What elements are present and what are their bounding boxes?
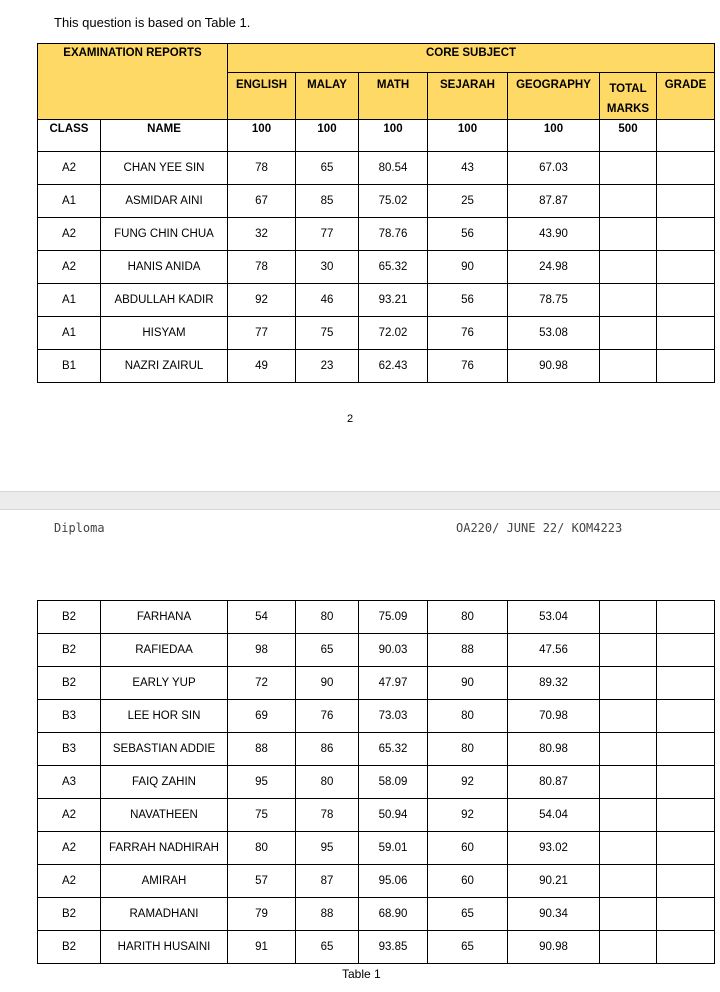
cell-malay: 87 (296, 865, 359, 898)
cell-total-empty (600, 251, 657, 284)
cell-total-empty (600, 931, 657, 964)
cell-geography: 80.87 (508, 766, 600, 799)
cell-name: RAFIEDAA (101, 634, 228, 667)
table-row (38, 832, 715, 865)
cell-geography: 87.87 (508, 185, 600, 218)
cell-geography: 89.32 (508, 667, 600, 700)
cell-grade-empty (657, 251, 715, 284)
cell-name: NAVATHEEN (101, 799, 228, 832)
max-marks-english: 100 (228, 120, 296, 152)
cell-class: A1 (38, 317, 101, 350)
max-marks-sejarah: 100 (428, 120, 508, 152)
cell-class: B2 (38, 667, 101, 700)
cell-class: B2 (38, 634, 101, 667)
cell-math: 93.85 (359, 931, 428, 964)
cell-geography: 90.98 (508, 931, 600, 964)
cell-geography: 90.98 (508, 350, 600, 383)
cell-class: B2 (38, 931, 101, 964)
cell-total-empty (600, 766, 657, 799)
cell-name: LEE HOR SIN (101, 700, 228, 733)
cell-sejarah: 90 (428, 251, 508, 284)
total-marks-header (600, 73, 657, 120)
cell-geography: 70.98 (508, 700, 600, 733)
cell-malay: 30 (296, 251, 359, 284)
cell-name: HISYAM (101, 317, 228, 350)
cell-sejarah: 80 (428, 733, 508, 766)
subject-header-english: ENGLISH (228, 73, 296, 120)
cell-sejarah: 65 (428, 931, 508, 964)
table-row (38, 931, 715, 964)
cell-english: 92 (228, 284, 296, 317)
max-marks-math: 100 (359, 120, 428, 152)
table-row (38, 733, 715, 766)
cell-total-empty (600, 898, 657, 931)
cell-math: 75.02 (359, 185, 428, 218)
cell-class: A1 (38, 185, 101, 218)
cell-english: 77 (228, 317, 296, 350)
cell-total-empty (600, 284, 657, 317)
cell-class: A2 (38, 152, 101, 185)
cell-name: FARHANA (101, 601, 228, 634)
cell-geography: 54.04 (508, 799, 600, 832)
cell-class: B3 (38, 733, 101, 766)
question-intro: This question is based on Table 1. (54, 15, 251, 30)
cell-total-empty (600, 601, 657, 634)
cell-english: 95 (228, 766, 296, 799)
cell-grade-empty (657, 667, 715, 700)
cell-math: 65.32 (359, 733, 428, 766)
cell-geography: 90.21 (508, 865, 600, 898)
cell-math: 72.02 (359, 317, 428, 350)
table-row (38, 284, 715, 317)
cell-name: ABDULLAH KADIR (101, 284, 228, 317)
cell-total-empty (600, 733, 657, 766)
cell-grade-empty (657, 898, 715, 931)
cell-grade-empty (657, 931, 715, 964)
cell-name: ASMIDAR AINI (101, 185, 228, 218)
cell-sejarah: 65 (428, 898, 508, 931)
cell-sejarah: 80 (428, 700, 508, 733)
name-header: NAME (101, 120, 228, 152)
cell-name: FAIQ ZAHIN (101, 766, 228, 799)
exam-report-table-page2 (37, 600, 715, 964)
cell-class: A2 (38, 218, 101, 251)
cell-total-empty (600, 865, 657, 898)
cell-class: B1 (38, 350, 101, 383)
cell-name: HANIS ANIDA (101, 251, 228, 284)
cell-sejarah: 76 (428, 350, 508, 383)
table-row (38, 634, 715, 667)
cell-grade-empty (657, 284, 715, 317)
cell-total-empty (600, 634, 657, 667)
cell-malay: 85 (296, 185, 359, 218)
cell-geography: 43.90 (508, 218, 600, 251)
cell-name: RAMADHANI (101, 898, 228, 931)
cell-grade-empty (657, 350, 715, 383)
cell-geography: 90.34 (508, 898, 600, 931)
table-row (38, 799, 715, 832)
max-marks-malay: 100 (296, 120, 359, 152)
cell-grade-empty (657, 634, 715, 667)
cell-class: A2 (38, 865, 101, 898)
cell-class: A2 (38, 251, 101, 284)
cell-english: 78 (228, 251, 296, 284)
cell-math: 62.43 (359, 350, 428, 383)
cell-sejarah: 56 (428, 284, 508, 317)
cell-english: 69 (228, 700, 296, 733)
cell-name: AMIRAH (101, 865, 228, 898)
table-row (38, 667, 715, 700)
cell-class: B2 (38, 601, 101, 634)
cell-sejarah: 92 (428, 766, 508, 799)
cell-math: 65.32 (359, 251, 428, 284)
cell-name: FUNG CHIN CHUA (101, 218, 228, 251)
cell-grade-empty (657, 832, 715, 865)
cell-math: 58.09 (359, 766, 428, 799)
cell-geography: 80.98 (508, 733, 600, 766)
cell-name: FARRAH NADHIRAH (101, 832, 228, 865)
cell-math: 59.01 (359, 832, 428, 865)
cell-malay: 46 (296, 284, 359, 317)
cell-english: 67 (228, 185, 296, 218)
cell-geography: 53.04 (508, 601, 600, 634)
cell-math: 78.76 (359, 218, 428, 251)
cell-sejarah: 76 (428, 317, 508, 350)
cell-malay: 76 (296, 700, 359, 733)
cell-malay: 95 (296, 832, 359, 865)
cell-grade-empty (657, 766, 715, 799)
cell-malay: 78 (296, 799, 359, 832)
examination-reports-header: EXAMINATION REPORTS (38, 44, 228, 120)
cell-name: HARITH HUSAINI (101, 931, 228, 964)
cell-grade-empty (657, 185, 715, 218)
cell-sejarah: 60 (428, 865, 508, 898)
subject-header-sejarah: SEJARAH (428, 73, 508, 120)
subject-header-malay: MALAY (296, 73, 359, 120)
cell-english: 98 (228, 634, 296, 667)
cell-geography: 24.98 (508, 251, 600, 284)
cell-english: 49 (228, 350, 296, 383)
cell-math: 93.21 (359, 284, 428, 317)
cell-malay: 80 (296, 601, 359, 634)
grade-header: GRADE (657, 73, 715, 120)
cell-math: 95.06 (359, 865, 428, 898)
page-number: 2 (347, 413, 354, 425)
max-marks-geography: 100 (508, 120, 600, 152)
cell-name: NAZRI ZAIRUL (101, 350, 228, 383)
cell-name: EARLY YUP (101, 667, 228, 700)
cell-malay: 90 (296, 667, 359, 700)
cell-geography: 53.08 (508, 317, 600, 350)
cell-geography: 78.75 (508, 284, 600, 317)
cell-grade-empty (657, 152, 715, 185)
table-row (38, 185, 715, 218)
cell-malay: 65 (296, 152, 359, 185)
max-marks-total: 500 (600, 120, 657, 152)
cell-sejarah: 80 (428, 601, 508, 634)
cell-grade-empty (657, 733, 715, 766)
table-row (38, 152, 715, 185)
cell-math: 68.90 (359, 898, 428, 931)
cell-total-empty (600, 317, 657, 350)
cell-math: 73.03 (359, 700, 428, 733)
cell-math: 47.97 (359, 667, 428, 700)
cell-name: CHAN YEE SIN (101, 152, 228, 185)
table-row (38, 898, 715, 931)
cell-malay: 77 (296, 218, 359, 251)
cell-sejarah: 60 (428, 832, 508, 865)
cell-name: SEBASTIAN ADDIE (101, 733, 228, 766)
cell-malay: 65 (296, 931, 359, 964)
cell-sejarah: 25 (428, 185, 508, 218)
cell-class: A3 (38, 766, 101, 799)
cell-total-empty (600, 832, 657, 865)
cell-math: 80.54 (359, 152, 428, 185)
cell-geography: 67.03 (508, 152, 600, 185)
grade-empty-cell (657, 120, 715, 152)
cell-class: B3 (38, 700, 101, 733)
cell-total-empty (600, 799, 657, 832)
cell-grade-empty (657, 865, 715, 898)
cell-total-empty (600, 218, 657, 251)
table-row (38, 251, 715, 284)
cell-geography: 93.02 (508, 832, 600, 865)
cell-class: A1 (38, 284, 101, 317)
cell-english: 79 (228, 898, 296, 931)
cell-malay: 86 (296, 733, 359, 766)
cell-malay: 80 (296, 766, 359, 799)
table-row (38, 350, 715, 383)
cell-sejarah: 92 (428, 799, 508, 832)
total-marks-label-line2: MARKS (606, 103, 650, 115)
cell-math: 90.03 (359, 634, 428, 667)
cell-malay: 65 (296, 634, 359, 667)
cell-english: 54 (228, 601, 296, 634)
table-caption: Table 1 (342, 967, 381, 981)
table-row (38, 865, 715, 898)
subject-header-math: MATH (359, 73, 428, 120)
table-row (38, 700, 715, 733)
cell-math: 50.94 (359, 799, 428, 832)
cell-malay: 88 (296, 898, 359, 931)
cell-math: 75.09 (359, 601, 428, 634)
cell-total-empty (600, 700, 657, 733)
table-row (38, 218, 715, 251)
cell-english: 32 (228, 218, 296, 251)
cell-sejarah: 56 (428, 218, 508, 251)
cell-sejarah: 43 (428, 152, 508, 185)
cell-english: 91 (228, 931, 296, 964)
cell-english: 72 (228, 667, 296, 700)
exam-report-table-page1 (37, 43, 715, 383)
table-row (38, 601, 715, 634)
cell-grade-empty (657, 799, 715, 832)
table-row (38, 317, 715, 350)
page-separator (0, 491, 720, 510)
cell-grade-empty (657, 601, 715, 634)
core-subject-header: CORE SUBJECT (228, 44, 715, 73)
cell-total-empty (600, 185, 657, 218)
subject-header-geography: GEOGRAPHY (508, 73, 600, 120)
cell-english: 57 (228, 865, 296, 898)
cell-malay: 75 (296, 317, 359, 350)
cell-total-empty (600, 350, 657, 383)
cell-class: A2 (38, 832, 101, 865)
cell-total-empty (600, 152, 657, 185)
cell-class: B2 (38, 898, 101, 931)
cell-english: 78 (228, 152, 296, 185)
class-header: CLASS (38, 120, 101, 152)
cell-malay: 23 (296, 350, 359, 383)
cell-class: A2 (38, 799, 101, 832)
cell-grade-empty (657, 218, 715, 251)
cell-english: 88 (228, 733, 296, 766)
cell-geography: 47.56 (508, 634, 600, 667)
cell-sejarah: 88 (428, 634, 508, 667)
cell-grade-empty (657, 317, 715, 350)
table-row (38, 766, 715, 799)
cell-grade-empty (657, 700, 715, 733)
page-header-left: Diploma (54, 521, 105, 535)
cell-english: 80 (228, 832, 296, 865)
cell-sejarah: 90 (428, 667, 508, 700)
page-header-right: OA220/ JUNE 22/ KOM4223 (456, 521, 623, 535)
cell-english: 75 (228, 799, 296, 832)
cell-total-empty (600, 667, 657, 700)
total-marks-label-line1: TOTAL (609, 83, 647, 95)
